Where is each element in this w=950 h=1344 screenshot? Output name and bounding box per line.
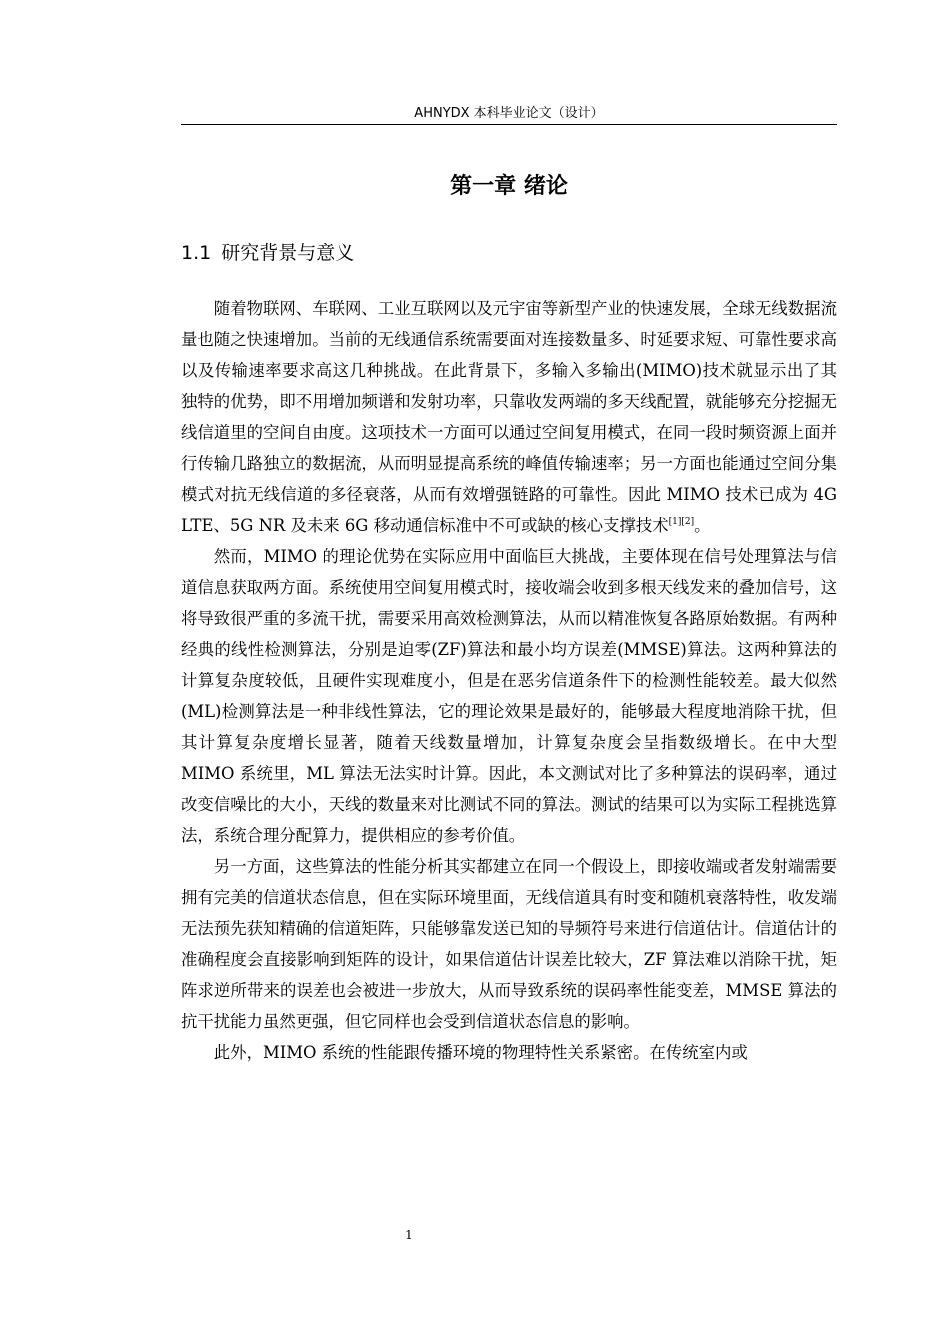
header-divider [181, 124, 837, 125]
section-title: 研究背景与意义 [221, 242, 355, 264]
citation-1-2: [1][2] [668, 517, 695, 527]
running-header: AHNYDX 本科毕业论文（设计） [414, 106, 604, 121]
section-heading [181, 240, 354, 266]
paragraph-4: 此外，MIMO 系统的性能跟传播环境的物理特性关系紧密。在传统室内或 [213, 1043, 748, 1062]
paragraph-2: 然而，MIMO 的理论优势在实际应用中面临巨大挑战，主要体现在信号处理算法与信道信息获取两方面。系统使用空间复用模式时，接收端会收到多根天线发来的叠加信号，这将导致很严重的多流干扰，需要采用高效检测算法，从而以精准恢复各路原始数据。有两种经典的线性检测算法，分别是迫零(ZF)算法和最小均方误差(MMSE)算法。这两种算法的计算复杂度较低，且硬件实现难度小，但是在恶劣信道条件下的检测性能较差。最大似然(ML)检测算法是一种非线性算法，它的理论效果是最好的，能够最大程度地消除干扰，但其计算复杂度增长显著，随着天线数量增加，计算复杂度会呈指数级增长。在中大型 MIMO 系统里，ML 算法无法实时计算。因此，本文测试对比了多种算法的误码率，通过改变信噪比的大小，天线的数量来对比测试不同的算法。测试的结果可以为实际工程挑选算法，系统合理分配算力，提供相应的参考价值。 [181, 547, 837, 845]
paragraph-1-text: 随着物联网、车联网、工业互联网以及元宇宙等新型产业的快速发展，全球无线数据流量也随之快速增加。当前的无线通信系统需要面对连接数量多、时延要求短、可靠性要求高以及传输速率要求高这几种挑战。在此背景下，多输入多输出(MIMO)技术就显示出了其独特的优势，即不用增加频谱和发射功率，只靠收发两端的多天线配置，就能够充分挖掘无线信道里的空间自由度。这项技术一方面可以通过空间复用模式，在同一段时频资源上面并行传输几路独立的数据流，从而明显提高系统的峰值传输速率；另一方面也能通过空间分集模式对抗无线信道的多径衰落，从而有效增强链路的可靠性。因此 MIMO 技术已成为 4G LTE、5G NR 及未来 6G 移动通信标准中不可或缺的核心支撑技术 [181, 299, 837, 535]
page-number: 1 [405, 1228, 413, 1242]
body-text [181, 293, 837, 1068]
paragraph-1-tail: 。 [694, 516, 711, 535]
paragraph-1 [181, 293, 837, 541]
section-number: 1.1 [181, 242, 212, 264]
paragraph-3: 另一方面，这些算法的性能分析其实都建立在同一个假设上，即接收端或者发射端需要拥有完美的信道状态信息，但在实际环境里面，无线信道具有时变和随机衰落特性，收发端无法预先获知精确的信道矩阵，只能够靠发送已知的导频符号来进行信道估计。信道估计的准确程度会直接影响到矩阵的设计，如果信道估计误差比较大，ZF 算法难以消除干扰，矩阵求逆所带来的误差也会被进一步放大，从而导致系统的误码率性能变差，MMSE 算法的抗干扰能力虽然更强，但它同样也会受到信道状态信息的影响。 [181, 857, 837, 1031]
chapter-title: 第一章 绪论 [450, 174, 568, 199]
